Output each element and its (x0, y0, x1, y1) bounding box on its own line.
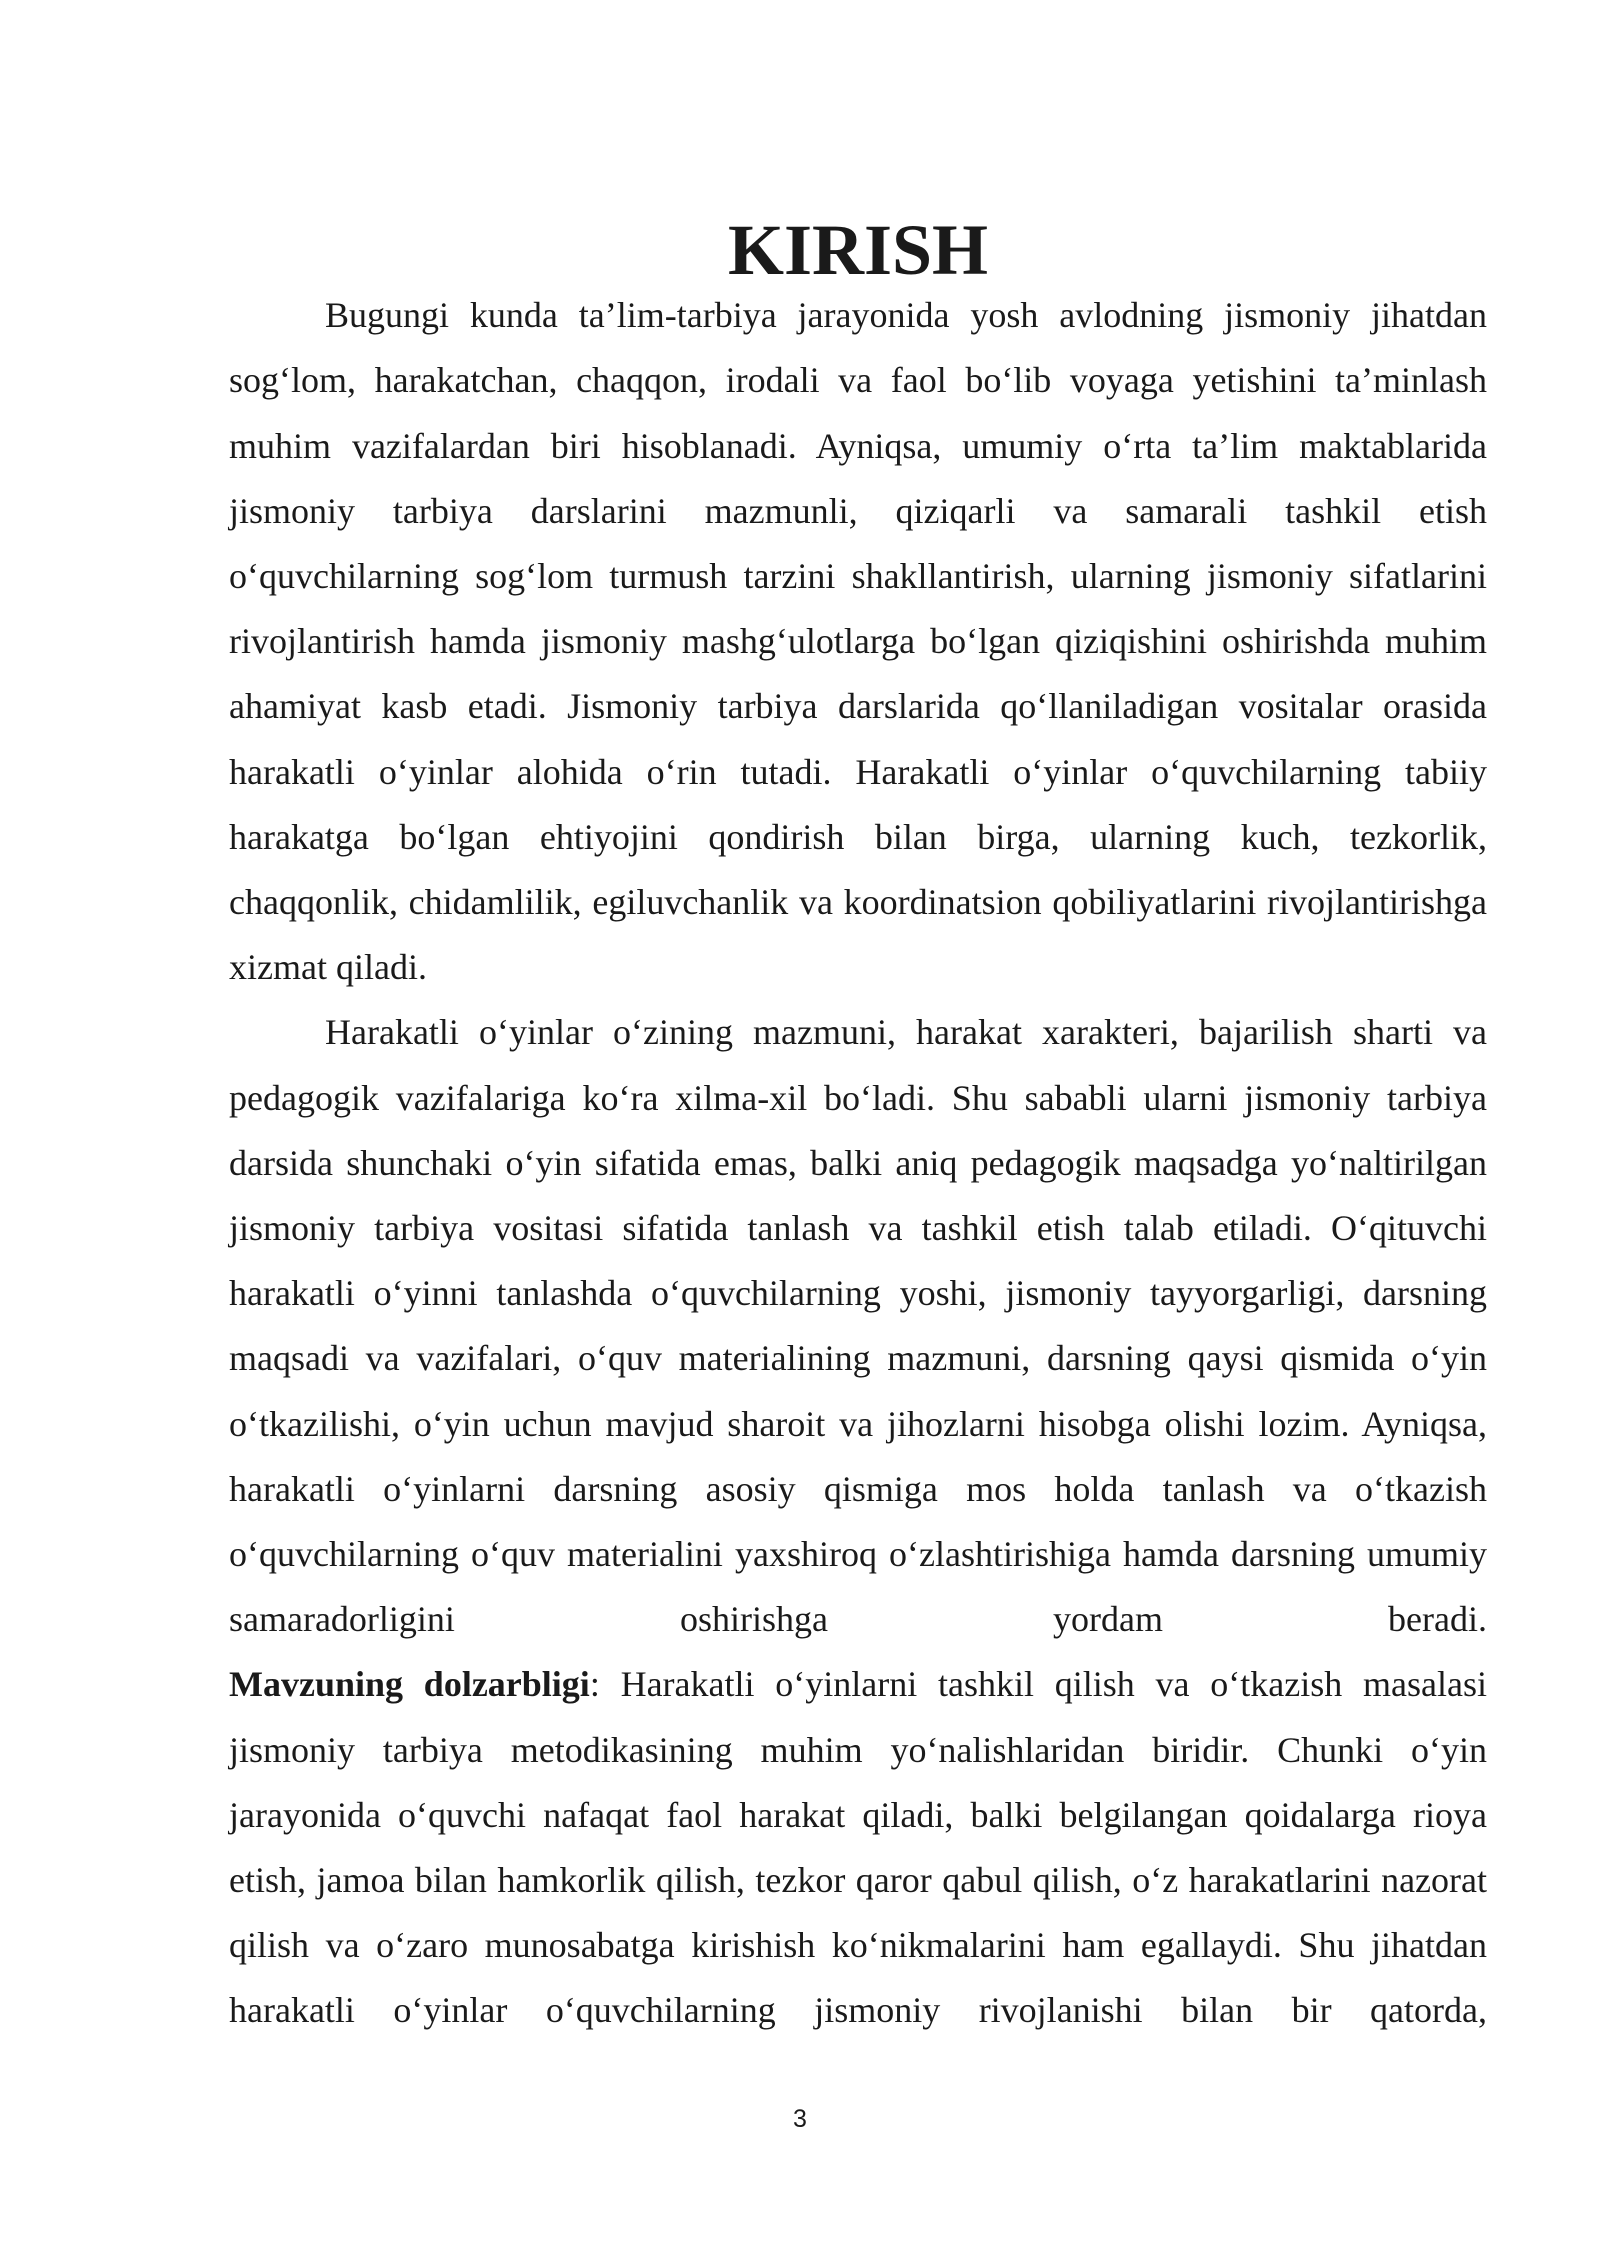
document-body (229, 210, 1487, 2044)
intro-paragraph: Bugungi kunda ta’lim-tarbiya jarayonida yosh avlodning jismoniy jihatdan sog‘lom, harakatchan, chaqqon, irodali va faol bo‘lib voyaga yetishini ta’minlash muhim vazifalardan biri hisoblanadi. Ayniqsa, umumiy o‘rta ta’lim maktablarida jismoniy tarbiya darslarini mazmunli, qiziqarli va samarali tashkil etish o‘quvchilarning sog‘lom turmush tarzini shakllantirish, ularning jismoniy sifatlarini rivojlantirish hamda jismoniy mashg‘ulotlarga bo‘lgan qiziqishini oshirishda muhim ahamiyat kasb etadi. Jismoniy tarbiya darslarida qo‘llaniladigan vositalar orasida harakatli o‘yinlar alohida o‘rin tutadi. Harakatli o‘yinlar o‘quvchilarning tabiiy harakatga bo‘lgan ehtiyojini qondirish bilan birga, ularning kuch, tezkorlik, chaqqonlik, chidamlilik, egiluvchanlik va koordinatsion qobiliyatlarini rivojlantirishga xizmat qiladi. (229, 295, 1487, 988)
games-paragraph: Harakatli o‘yinlar o‘zining mazmuni, harakat xarakteri, bajarilish sharti va pedagogik vazifalariga ko‘ra xilma-xil bo‘ladi. Shu sababli ularni jismoniy tarbiya darsida shunchaki o‘yin sifatida emas, balki aniq pedagogik maqsadga yo‘naltirilgan jismoniy tarbiya vositasi sifatida tanlash va tashkil etish talab etiladi. O‘qituvchi harakatli o‘yinni tanlashda o‘quvchilarning yoshi, jismoniy tayyorgarligi, darsning maqsadi va vazifalari, o‘quv materialining mazmuni, darsning qaysi qismida o‘yin o‘tkazilishi, o‘yin uchun mavjud sharoit va jihozlarni hisobga olishi lozim. Ayniqsa, harakatli o‘yinlarni darsning asosiy qismiga mos holda tanlash va o‘tkazish o‘quvchilarning o‘quv materialini yaxshiroq o‘zlashtirishiga hamda darsning umumiy samaradorligini oshirishga yordam beradi. (229, 1012, 1487, 1640)
section-title: KIRISH (727, 210, 989, 290)
relevance-text: : Harakatli o‘yinlarni tashkil qilish va o‘tkazish masalasi jismoniy tarbiya metodikasining muhim yo‘nalishlaridan biridir. Chunki o‘yin jarayonida o‘quvchi nafaqat faol harakat qiladi, balki belgilangan qoidalarga rioya etish, jamoa bilan hamkorlik qilish, tezkor qaror qabul qilish, o‘z harakatlarini nazorat qilish va o‘zaro munosabatga kirishish ko‘nikmalarini ham egallaydi. Shu jihatdan harakatli o‘yinlar o‘quvchilarning jismoniy rivojlanishi bilan bir qatorda, (229, 1664, 1487, 2031)
page-number: 3 (793, 2105, 807, 2133)
relevance-label: Mavzuning dolzarbligi (229, 1664, 590, 1705)
relevance-paragraph (229, 1652, 1487, 2043)
